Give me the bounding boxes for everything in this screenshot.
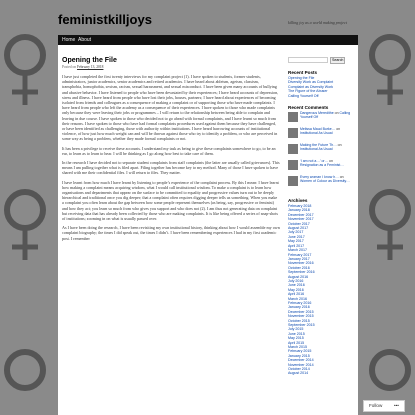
archive-link[interactable]: March 2016 — [288, 296, 307, 301]
archive-link[interactable]: July 2017 — [288, 230, 304, 235]
archive-link[interactable]: September 2015 — [288, 323, 315, 327]
post-title[interactable]: Opening the File — [62, 57, 117, 64]
archive-link[interactable]: June 2017 — [288, 234, 305, 239]
archive-link[interactable]: March 2015 — [288, 345, 307, 350]
archive-link[interactable]: June 2015 — [288, 331, 305, 336]
recent-comment: Making the Future Th… on Institutional As Usual — [288, 143, 354, 159]
comment-author-link[interactable]: Making the Future Th… — [300, 143, 337, 148]
post-paragraph: It has been a privilege to receive these accounts. I understand my task as being to give these complaints somewhere to go, to be an ear, to learn as to learn to hear. I will be thinking as I go along how best to take care of them. — [62, 145, 276, 156]
avatar[interactable] — [288, 112, 298, 122]
recent-posts-heading: Recent Posts — [288, 70, 318, 75]
site-title[interactable]: feministkilljoys — [58, 12, 152, 27]
comment-post-link[interactable]: Women of Colour as Diversity… — [300, 179, 350, 184]
archive-link[interactable]: October 2014 — [288, 367, 310, 372]
search-button[interactable]: Search — [332, 58, 344, 62]
archive-link[interactable]: July 2015 — [288, 327, 304, 332]
archive-link[interactable]: April 2017 — [288, 243, 305, 248]
comment-post-link[interactable]: Institutional As Usual — [300, 147, 333, 152]
post-paragraph: In the research I have decided not to separate student complaints from staff complaints (the latter are usually called grievances). This means I am pulling together what is filed apart. Filing together has become key to my method. Many of those I have spoken to have shared with me their confidential files. I will return to files. They matter. — [62, 160, 280, 176]
search-form — [288, 57, 354, 63]
page-container — [58, 45, 358, 415]
recent-comments-heading: Recent Comments — [288, 105, 329, 111]
archive-link[interactable]: June 2016 — [288, 283, 305, 288]
archive-link[interactable]: November 2014 — [288, 362, 314, 367]
archive-link[interactable]: May 2017 — [288, 239, 304, 244]
archive-link[interactable]: February 2015 — [288, 349, 312, 354]
archive-link[interactable]: July 2016 — [288, 278, 304, 283]
archive-link[interactable]: October 2015 — [288, 318, 310, 323]
recent-post-link[interactable]: Calling Yourself Off — [288, 93, 319, 98]
nav-home-link[interactable]: Home — [62, 37, 76, 43]
comment-author-link[interactable]: ‘I am not a…’ or… — [300, 159, 329, 164]
recent-comment: Dangerous Meredithe on Calling Yourself Off — [288, 111, 354, 127]
comment-post-link[interactable]: Institutional As Usual — [300, 131, 333, 136]
archive-link[interactable]: January 2016 — [288, 305, 310, 310]
post-paragraph: I have just completed the first twenty interviews for my complaint project (1). I have spoken to students, former students, administrators, junior academics, senior academics and retired academics. I have heard about ableism, ageism, classism, transphobia, homophobia, sexism, racism, sexual harassment, and sexual misconduct. I have been given many accounts of bullying and abusive behavior. I have listened to people who have been devastated by their experiences; I have heard accounts of depression, stress and illness. I have heard from people who have lost their jobs, houses, partners; I have heard about experiences of becoming isolated from friends and colleagues as a consequence of making a complaint or of supporting those who have made complaints. I have heard from people who left the academy as a consequence of their experiences. I have spoken to those who made complaints only because they were leaving their jobs or programmes – I will return to the relationship between being able to complain and leaving in due course. I have spoken to those who decided not to go ahead with formal complaints, and I have learnt so much from their reasons. I have spoken to those who have had formal complaints procedures used against them because they have challenged, or have been identified as challenging, those with authority within institutions. I have heard harrowing accounts of institutional violence, of how just how much weight can and will be thrown against those who try to identify a problem, or who are perceived in some way as being a problem, whether they made formal complaints or not. — [62, 74, 279, 142]
post-paragraph: As I have been doing the research, I have been revisiting my own institutional history, thinking about how I would assemble my own complaint biography; the times I did speak out, the times I didn’t. I have been remembering experiences I had in my first academic post. I remember — [62, 225, 280, 241]
archive-link[interactable]: February 2018 — [288, 204, 312, 209]
avatar[interactable] — [288, 160, 298, 170]
post-meta-prefix: Posted on — [62, 65, 77, 69]
avatar[interactable] — [288, 128, 298, 138]
archive-link[interactable]: November 2017 — [288, 217, 314, 222]
more-icon[interactable]: ••• — [394, 403, 399, 408]
archive-link[interactable]: February 2016 — [288, 300, 312, 305]
archive-link[interactable]: May 2015 — [288, 336, 304, 341]
comment-author-link[interactable]: Every woman I know h… — [300, 175, 339, 180]
archives-heading: Archives — [288, 198, 308, 204]
archive-link[interactable]: August 2016 — [288, 274, 309, 279]
archive-link[interactable]: October 2017 — [288, 221, 310, 226]
recent-post-link[interactable]: Complaint as Diversity Work — [288, 84, 334, 89]
archive-link[interactable]: September 2016 — [288, 270, 315, 275]
recent-comment: ‘I am not a…’ or… on Resignation as a Feminist… — [288, 159, 354, 175]
archive-link[interactable]: November 2015 — [288, 314, 314, 319]
recent-post-link[interactable]: Diversity Work as Complaint — [288, 80, 334, 85]
nav-about-link[interactable]: About — [78, 37, 92, 43]
archive-link[interactable]: December 2014 — [288, 358, 314, 363]
archive-link[interactable]: October 2016 — [288, 265, 310, 270]
follow-button[interactable] — [363, 400, 405, 412]
sidebar — [288, 57, 354, 376]
archive-link[interactable]: January 2018 — [288, 208, 310, 213]
archive-link[interactable]: February 2017 — [288, 252, 312, 257]
post-paragraph: I have learnt from how much I have learnt by listening to people’s experience of the complaint process. By this I mean: I have learnt how making a complaint means acquiring wisdom, what I would call institutional wisdom. To make a complaint is to learn how organisations and departments that appear on the surface to be committed to equality and progressive values turn out to be deeply hierarchical and traditional once you dig deeper; that a complaint often requires digging deeper tells us something. When you make a complaint you often learn about the gap between how some people represent themselves (as being, say, progressive or feminist) and how they act; you learn so much from who gives you support and who does not (2). I am thus not generating data on complaint but receiving data that has already been collected by those who are making complaints. It is like being offered a series of snap-shots of institutions; zooming in on what is usually passed over. — [62, 179, 279, 222]
avatar[interactable] — [288, 144, 298, 154]
archive-link[interactable]: May 2016 — [288, 287, 304, 292]
archive-link[interactable]: April 2016 — [288, 292, 305, 297]
follow-label: Follow — [369, 403, 383, 408]
recent-comment: Melissa Maud Burke… on Institutional As Usual — [288, 127, 354, 143]
avatar[interactable] — [288, 176, 298, 186]
comment-post-link[interactable]: Calling Yourself Off — [300, 111, 351, 120]
archive-link[interactable]: August 2014 — [288, 371, 309, 376]
archive-link[interactable]: August 2017 — [288, 226, 309, 231]
archive-link[interactable]: November 2016 — [288, 261, 314, 266]
post-date-link[interactable]: February 13, 2018 — [76, 65, 104, 69]
recent-post-link[interactable]: The Figure of the Abuser — [288, 89, 328, 94]
main-nav — [58, 35, 358, 45]
recent-comment: Every woman I know h… on Women of Colour as Diversity… — [288, 175, 354, 191]
search-input[interactable] — [288, 57, 328, 63]
archive-link[interactable]: December 2015 — [288, 309, 314, 314]
recent-post-link[interactable]: Opening the File — [288, 76, 315, 80]
archive-link[interactable]: December 2017 — [288, 212, 314, 217]
comment-author-link[interactable]: Dangerous Meredithe — [300, 111, 334, 116]
archive-link[interactable]: March 2017 — [288, 248, 307, 253]
post-content — [62, 57, 280, 245]
archive-link[interactable]: January 2017 — [288, 256, 310, 261]
site-tagline: killing joy as a world making project — [288, 20, 347, 25]
comment-post-link[interactable]: Resignation as a Feminist… — [300, 163, 344, 168]
comment-author-link[interactable]: Melissa Maud Burke… — [300, 127, 336, 132]
archives-list — [288, 204, 354, 376]
archive-link[interactable]: April 2015 — [288, 340, 305, 345]
archive-link[interactable]: January 2015 — [288, 353, 310, 358]
